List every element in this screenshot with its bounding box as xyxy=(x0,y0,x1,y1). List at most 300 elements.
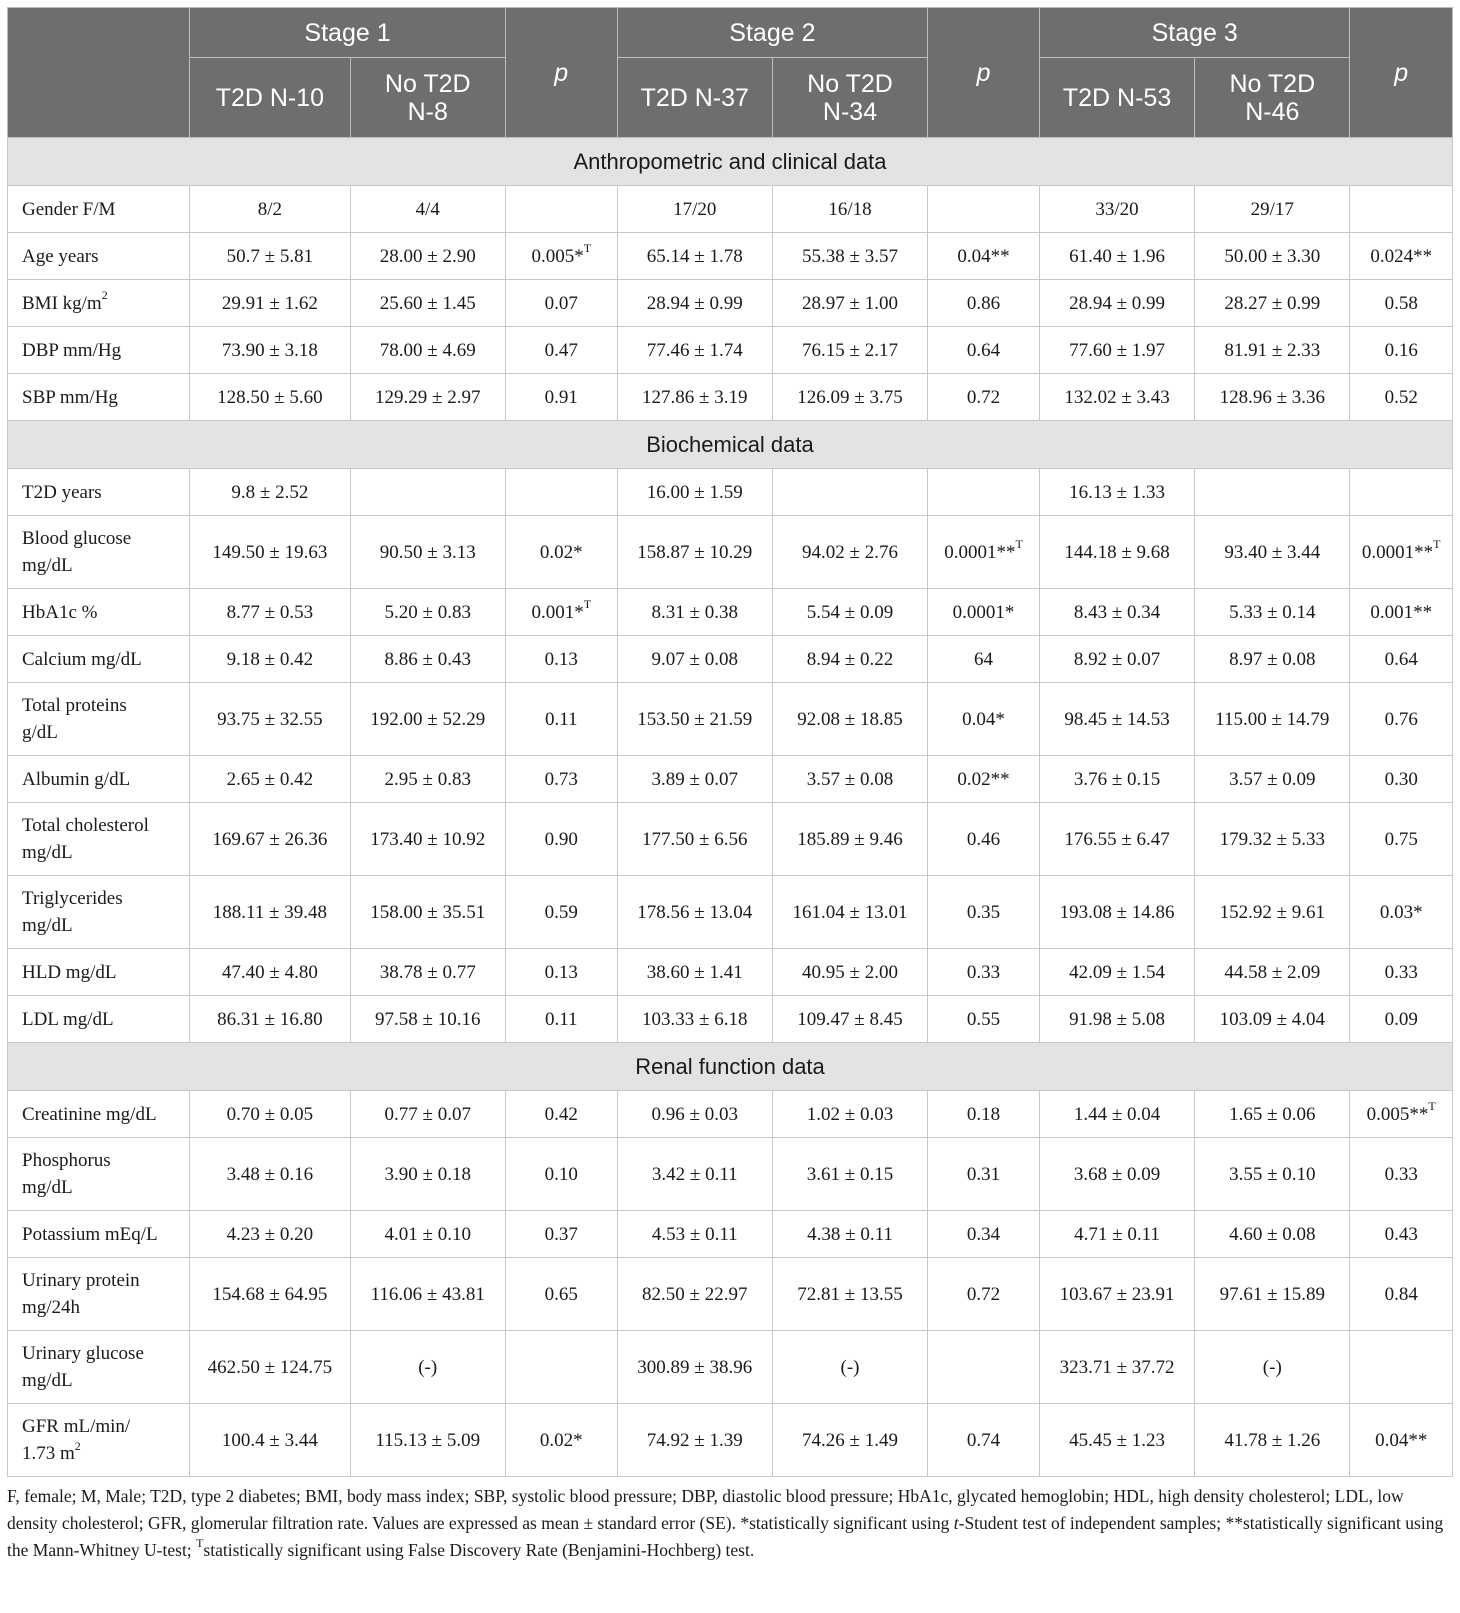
header-line: N-46 xyxy=(1245,97,1300,126)
cell-text: 72.81 ± 13.55 xyxy=(797,1283,903,1305)
cell-text: 161.04 ± 13.01 xyxy=(792,901,908,923)
value-cell xyxy=(1039,949,1194,996)
value-cell xyxy=(1195,1331,1350,1404)
cell-text: 0.33 xyxy=(1384,1163,1418,1185)
value-cell xyxy=(1195,374,1350,421)
cell-text: 8.97 ± 0.08 xyxy=(1229,648,1316,670)
section-header-row xyxy=(8,1043,1453,1091)
cell-text: 0.0001** xyxy=(944,541,1016,563)
p-value-cell xyxy=(1350,1258,1453,1331)
value-cell xyxy=(350,803,505,876)
cell-text: 76.15 ± 2.17 xyxy=(802,339,898,361)
cell-text: 153.50 ± 21.59 xyxy=(637,708,753,730)
cell-text: HbA1c % xyxy=(22,601,98,623)
cell-text: 33/20 xyxy=(1095,198,1139,220)
table-row xyxy=(8,683,1453,756)
cell-text: 4.23 ± 0.20 xyxy=(226,1223,314,1245)
value-cell xyxy=(350,636,505,683)
p-value-cell xyxy=(928,949,1040,996)
cell-text: Blood glucose xyxy=(22,528,132,549)
row-label xyxy=(8,327,190,374)
cell-text: 28.27 ± 0.99 xyxy=(1224,292,1321,314)
value-cell xyxy=(617,233,772,280)
cell-text: 100.4 ± 3.44 xyxy=(221,1429,318,1451)
cell-text: 8.94 ± 0.22 xyxy=(806,648,894,670)
p-value-cell xyxy=(928,516,1040,589)
cell-text: 0.75 xyxy=(1384,828,1418,850)
p-value-cell xyxy=(1350,803,1453,876)
cell-text: 0.0001* xyxy=(952,601,1015,623)
superscript: T xyxy=(1015,537,1023,552)
superscript: T xyxy=(583,241,592,256)
cell-text: 74.26 ± 1.49 xyxy=(802,1429,898,1451)
table-row xyxy=(8,1138,1453,1211)
cell-text: 65.14 ± 1.78 xyxy=(646,245,743,267)
cell-text: 8.43 ± 0.34 xyxy=(1073,601,1161,623)
value-cell xyxy=(1195,327,1350,374)
cell-text: 78.00 ± 4.69 xyxy=(379,339,476,361)
cell-text: 0.90 xyxy=(544,828,578,850)
cell-text: 44.58 ± 2.09 xyxy=(1224,961,1321,983)
p-value-cell xyxy=(1350,186,1453,233)
p-value-cell xyxy=(1350,1404,1453,1477)
p-value-cell xyxy=(928,280,1040,327)
p-value-cell xyxy=(505,374,617,421)
p-value-cell xyxy=(928,803,1040,876)
value-cell xyxy=(190,1211,350,1258)
stage-1-no-t2d-header xyxy=(350,58,505,138)
value-cell xyxy=(617,876,772,949)
cell-text: 0.11 xyxy=(544,708,578,730)
value-cell xyxy=(617,374,772,421)
value-cell xyxy=(1039,1331,1194,1404)
p-label: p xyxy=(976,58,991,87)
p-value-cell xyxy=(505,516,617,589)
p-value-cell xyxy=(1350,280,1453,327)
value-cell xyxy=(617,589,772,636)
cell-text: 42.09 ± 1.54 xyxy=(1069,961,1166,983)
value-cell xyxy=(190,996,350,1043)
cell-text: 0.77 ± 0.07 xyxy=(384,1103,471,1125)
p-value-cell xyxy=(505,589,617,636)
cell-text: 40.95 ± 2.00 xyxy=(802,961,898,983)
value-cell xyxy=(1039,589,1194,636)
cell-text: 50.00 ± 3.30 xyxy=(1224,245,1321,267)
cell-text: 0.72 xyxy=(966,1283,1001,1305)
value-cell xyxy=(350,949,505,996)
cell-text: 0.74 xyxy=(966,1429,1001,1451)
cell-text: 4/4 xyxy=(415,198,440,220)
row-label xyxy=(8,469,190,516)
header-corner-cell xyxy=(8,8,190,138)
p-header-stage-1 xyxy=(505,8,617,138)
cell-text: Potassium mEq/L xyxy=(22,1223,158,1245)
cell-text: 8.31 ± 0.38 xyxy=(651,601,738,623)
superscript: T xyxy=(583,597,592,612)
p-value-cell xyxy=(505,756,617,803)
cell-text: 8.77 ± 0.53 xyxy=(226,601,314,623)
p-value-cell xyxy=(505,469,617,516)
value-cell xyxy=(772,756,927,803)
cell-text: 0.03* xyxy=(1379,901,1423,923)
cell-text: mg/dL xyxy=(22,1177,73,1198)
cell-text: BMI kg/m xyxy=(22,292,102,314)
value-cell xyxy=(1195,233,1350,280)
section-header-row xyxy=(8,421,1453,469)
p-value-cell xyxy=(1350,876,1453,949)
cell-text: 3.90 ± 0.18 xyxy=(384,1163,471,1185)
row-label xyxy=(8,996,190,1043)
cell-text: 0.13 xyxy=(544,961,578,983)
value-cell xyxy=(350,683,505,756)
cell-text: 0.07 xyxy=(544,292,578,314)
cell-text: 300.89 ± 38.96 xyxy=(637,1356,753,1378)
cell-text: 4.71 ± 0.11 xyxy=(1074,1223,1160,1245)
cell-text: 0.91 xyxy=(544,386,578,408)
cell-text: 0.47 xyxy=(544,339,578,361)
cell-text: GFR mL/min/ xyxy=(22,1416,131,1437)
p-label: p xyxy=(1394,58,1409,87)
stage-3-no-t2d-header xyxy=(1195,58,1350,138)
cell-text: 93.40 ± 3.44 xyxy=(1224,541,1321,563)
cell-text: 1.02 ± 0.03 xyxy=(806,1103,894,1125)
table-row xyxy=(8,233,1453,280)
superscript: 2 xyxy=(101,288,108,303)
value-cell xyxy=(1195,949,1350,996)
p-value-cell xyxy=(505,949,617,996)
cell-text: 115.00 ± 14.79 xyxy=(1215,708,1330,730)
cell-text: 92.08 ± 18.85 xyxy=(797,708,903,730)
cell-text: 0.35 xyxy=(966,901,1001,923)
row-label xyxy=(8,1331,190,1404)
cell-text: 0.02* xyxy=(539,1429,583,1451)
row-label xyxy=(8,803,190,876)
value-cell xyxy=(617,186,772,233)
value-cell xyxy=(190,589,350,636)
value-cell xyxy=(1039,516,1194,589)
cell-text: 8.86 ± 0.43 xyxy=(384,648,471,670)
value-cell xyxy=(350,1404,505,1477)
value-cell xyxy=(1039,374,1194,421)
cell-text: 28.97 ± 1.00 xyxy=(802,292,898,314)
cell-text: 178.56 ± 13.04 xyxy=(637,901,753,923)
value-cell xyxy=(190,280,350,327)
value-cell xyxy=(617,469,772,516)
table-row xyxy=(8,876,1453,949)
cell-text: 29.91 ± 1.62 xyxy=(221,292,318,314)
value-cell xyxy=(772,186,927,233)
table-row xyxy=(8,636,1453,683)
value-cell xyxy=(1195,280,1350,327)
cell-text: 4.38 ± 0.11 xyxy=(807,1223,893,1245)
value-cell xyxy=(772,374,927,421)
p-value-cell xyxy=(928,374,1040,421)
value-cell xyxy=(772,683,927,756)
value-cell xyxy=(1195,1258,1350,1331)
cell-text: 8.92 ± 0.07 xyxy=(1073,648,1161,670)
table-row xyxy=(8,1404,1453,1477)
value-cell xyxy=(1195,683,1350,756)
value-cell xyxy=(190,516,350,589)
p-label: p xyxy=(554,58,569,87)
value-cell xyxy=(190,1404,350,1477)
cell-text: 5.33 ± 0.14 xyxy=(1229,601,1316,623)
cell-text: 9.07 ± 0.08 xyxy=(651,648,738,670)
cell-text: 5.20 ± 0.83 xyxy=(384,601,471,623)
p-value-cell xyxy=(1350,949,1453,996)
value-cell xyxy=(350,756,505,803)
row-label xyxy=(8,280,190,327)
cell-text: 2.95 ± 0.83 xyxy=(384,768,471,790)
p-value-cell xyxy=(1350,589,1453,636)
p-value-cell xyxy=(928,1211,1040,1258)
value-cell xyxy=(1039,186,1194,233)
cell-text: mg/dL xyxy=(22,915,73,936)
p-value-cell xyxy=(928,327,1040,374)
cell-text: 77.46 ± 1.74 xyxy=(646,339,743,361)
value-cell xyxy=(617,327,772,374)
p-value-cell xyxy=(1350,1331,1453,1404)
cell-text: 129.29 ± 2.97 xyxy=(375,386,481,408)
cell-text: 0.30 xyxy=(1384,768,1418,790)
cell-text: 45.45 ± 1.23 xyxy=(1069,1429,1166,1451)
value-cell xyxy=(1039,803,1194,876)
value-cell xyxy=(350,1138,505,1211)
p-value-cell xyxy=(928,1091,1040,1138)
superscript: T xyxy=(1428,1099,1436,1114)
cell-text: 152.92 ± 9.61 xyxy=(1219,901,1326,923)
cell-text: 90.50 ± 3.13 xyxy=(379,541,476,563)
cell-text: g/dL xyxy=(22,722,58,743)
p-value-cell xyxy=(928,1404,1040,1477)
cell-text: 0.70 ± 0.05 xyxy=(226,1103,314,1125)
value-cell xyxy=(350,516,505,589)
value-cell xyxy=(1195,1091,1350,1138)
row-label xyxy=(8,756,190,803)
value-cell xyxy=(350,589,505,636)
p-value-cell xyxy=(505,1138,617,1211)
value-cell xyxy=(772,996,927,1043)
p-value-cell xyxy=(1350,996,1453,1043)
cell-text: 97.58 ± 10.16 xyxy=(375,1008,481,1030)
stage-2-t2d-header: T2D N-37 xyxy=(617,58,772,138)
cell-text: T2D years xyxy=(22,481,102,503)
cell-text: 28.94 ± 0.99 xyxy=(646,292,743,314)
value-cell xyxy=(350,186,505,233)
cell-text: 4.53 ± 0.11 xyxy=(651,1223,738,1245)
stage-1-t2d-header: T2D N-10 xyxy=(190,58,350,138)
table-row xyxy=(8,756,1453,803)
cell-text: 8/2 xyxy=(257,198,283,220)
value-cell xyxy=(1195,186,1350,233)
value-cell xyxy=(350,233,505,280)
p-value-cell xyxy=(928,756,1040,803)
cell-text: 93.75 ± 32.55 xyxy=(217,708,323,730)
cell-text: DBP mm/Hg xyxy=(22,339,122,361)
cell-text: 0.55 xyxy=(966,1008,1001,1030)
p-value-cell xyxy=(928,1331,1040,1404)
cell-text: Total proteins xyxy=(22,695,127,716)
cell-text: 0.04** xyxy=(1375,1429,1428,1451)
p-value-cell xyxy=(928,589,1040,636)
cell-text: 158.00 ± 35.51 xyxy=(370,901,486,923)
cell-text: 115.13 ± 5.09 xyxy=(375,1429,481,1451)
value-cell xyxy=(350,1091,505,1138)
value-cell xyxy=(350,280,505,327)
value-cell xyxy=(1039,996,1194,1043)
cell-text: 0.09 xyxy=(1384,1008,1418,1030)
table-row xyxy=(8,996,1453,1043)
value-cell xyxy=(190,1138,350,1211)
cell-text: Albumin g/dL xyxy=(22,768,131,790)
cell-text: 86.31 ± 16.80 xyxy=(217,1008,323,1030)
value-cell xyxy=(617,683,772,756)
p-value-cell xyxy=(505,636,617,683)
cell-text: 188.11 ± 39.48 xyxy=(212,901,327,923)
cell-text: 77.60 ± 1.97 xyxy=(1069,339,1166,361)
cell-text: 3.42 ± 0.11 xyxy=(651,1163,738,1185)
footnote-text: F, female; M, Male; T2D, type 2 diabetes; BMI, body mass index; SBP, systolic blood pressure; DBP, diastolic blood pressure; HbA1c, glycated hemoglobin; HDL, high density cholesterol; LDL, low density cholesterol; GFR, glomerular filtration rate. Values are expressed as mean ± standard error (SE). *statistically significant using xyxy=(7,1486,1404,1533)
cell-text: 176.55 ± 6.47 xyxy=(1064,828,1170,850)
value-cell xyxy=(350,1331,505,1404)
cell-text: 16.00 ± 1.59 xyxy=(646,481,743,503)
superscript: T xyxy=(1433,537,1441,552)
p-value-cell xyxy=(505,327,617,374)
p-value-cell xyxy=(928,876,1040,949)
value-cell xyxy=(190,327,350,374)
cell-text: 0.73 xyxy=(544,768,578,790)
cell-text: (-) xyxy=(1262,1356,1282,1378)
table-container xyxy=(7,7,1453,1564)
cell-text: Gender F/M xyxy=(22,198,116,220)
value-cell xyxy=(617,1091,772,1138)
p-value-cell xyxy=(928,469,1040,516)
p-value-cell xyxy=(928,683,1040,756)
cell-text: mg/dL xyxy=(22,1370,73,1391)
cell-text: LDL mg/dL xyxy=(22,1008,114,1030)
p-value-cell xyxy=(1350,1091,1453,1138)
value-cell xyxy=(1195,469,1350,516)
p-value-cell xyxy=(1350,1138,1453,1211)
table-row xyxy=(8,327,1453,374)
cell-text: Phosphorus xyxy=(22,1150,111,1171)
value-cell xyxy=(1039,280,1194,327)
table-row xyxy=(8,949,1453,996)
p-header-stage-2 xyxy=(928,8,1040,138)
table-header xyxy=(8,8,1453,138)
cell-text: 0.005* xyxy=(531,245,584,267)
cell-text: 94.02 ± 2.76 xyxy=(802,541,898,563)
table-row xyxy=(8,1258,1453,1331)
table-row xyxy=(8,589,1453,636)
table-row xyxy=(8,374,1453,421)
cell-text: 4.01 ± 0.10 xyxy=(384,1223,471,1245)
header-line: No T2D xyxy=(807,69,893,98)
cell-text: 144.18 ± 9.68 xyxy=(1064,541,1170,563)
value-cell xyxy=(1039,1091,1194,1138)
p-value-cell xyxy=(505,683,617,756)
cell-text: 91.98 ± 5.08 xyxy=(1069,1008,1166,1030)
cell-text: 179.32 ± 5.33 xyxy=(1219,828,1326,850)
value-cell xyxy=(617,1258,772,1331)
value-cell xyxy=(190,949,350,996)
value-cell xyxy=(772,1258,927,1331)
p-value-cell xyxy=(1350,756,1453,803)
stage-1-header: Stage 1 xyxy=(190,8,506,58)
cell-text: 0.04** xyxy=(957,245,1010,267)
value-cell xyxy=(617,803,772,876)
value-cell xyxy=(1039,1258,1194,1331)
value-cell xyxy=(190,876,350,949)
value-cell xyxy=(772,636,927,683)
p-value-cell xyxy=(505,1331,617,1404)
table-row xyxy=(8,803,1453,876)
table-row xyxy=(8,1331,1453,1404)
value-cell xyxy=(1195,636,1350,683)
cell-text: 0.43 xyxy=(1384,1223,1418,1245)
cell-text: 61.40 ± 1.96 xyxy=(1069,245,1166,267)
cell-text: 0.34 xyxy=(966,1223,1001,1245)
cell-text: 38.78 ± 0.77 xyxy=(379,961,476,983)
cell-text: 16.13 ± 1.33 xyxy=(1069,481,1166,503)
stage-2-no-t2d-header xyxy=(772,58,927,138)
header-line: N-8 xyxy=(407,97,448,126)
stage-2-header: Stage 2 xyxy=(617,8,928,58)
section-title: Biochemical data xyxy=(8,421,1453,469)
footnote-text: -Student test of independent samples; **statistically significant using the Mann-Whitney U-test; xyxy=(7,1513,1444,1560)
value-cell xyxy=(772,1138,927,1211)
value-cell xyxy=(350,469,505,516)
value-cell xyxy=(1195,1138,1350,1211)
value-cell xyxy=(1039,1138,1194,1211)
p-value-cell xyxy=(928,233,1040,280)
value-cell xyxy=(190,803,350,876)
cell-text: 0.13 xyxy=(544,648,578,670)
header-line: No T2D xyxy=(384,69,471,98)
cell-text: 177.50 ± 6.56 xyxy=(642,828,748,850)
value-cell xyxy=(190,1258,350,1331)
value-cell xyxy=(350,996,505,1043)
value-cell xyxy=(190,636,350,683)
p-value-cell xyxy=(1350,683,1453,756)
value-cell xyxy=(772,589,927,636)
value-cell xyxy=(190,186,350,233)
value-cell xyxy=(1195,589,1350,636)
value-cell xyxy=(772,1404,927,1477)
value-cell xyxy=(1039,233,1194,280)
value-cell xyxy=(1039,876,1194,949)
row-label xyxy=(8,1211,190,1258)
cell-text: 0.42 xyxy=(544,1103,578,1125)
cell-text: 0.024** xyxy=(1370,245,1433,267)
cell-text: 0.11 xyxy=(544,1008,578,1030)
cell-text: 3.68 ± 0.09 xyxy=(1073,1163,1161,1185)
row-label xyxy=(8,374,190,421)
p-value-cell xyxy=(1350,636,1453,683)
value-cell xyxy=(772,876,927,949)
cell-text: 3.89 ± 0.07 xyxy=(651,768,738,790)
table-footnote xyxy=(7,1483,1453,1564)
cell-text: 0.02** xyxy=(957,768,1010,790)
table-row xyxy=(8,516,1453,589)
cell-text: 50.7 ± 5.81 xyxy=(226,245,314,267)
cell-text: 0.76 xyxy=(1384,708,1418,730)
cell-text: 128.96 ± 3.36 xyxy=(1219,386,1326,408)
cell-text: 25.60 ± 1.45 xyxy=(379,292,476,314)
section-title: Anthropometric and clinical data xyxy=(8,138,1453,186)
stage-3-t2d-header: T2D N-53 xyxy=(1039,58,1194,138)
cell-text: 16/18 xyxy=(828,198,872,220)
